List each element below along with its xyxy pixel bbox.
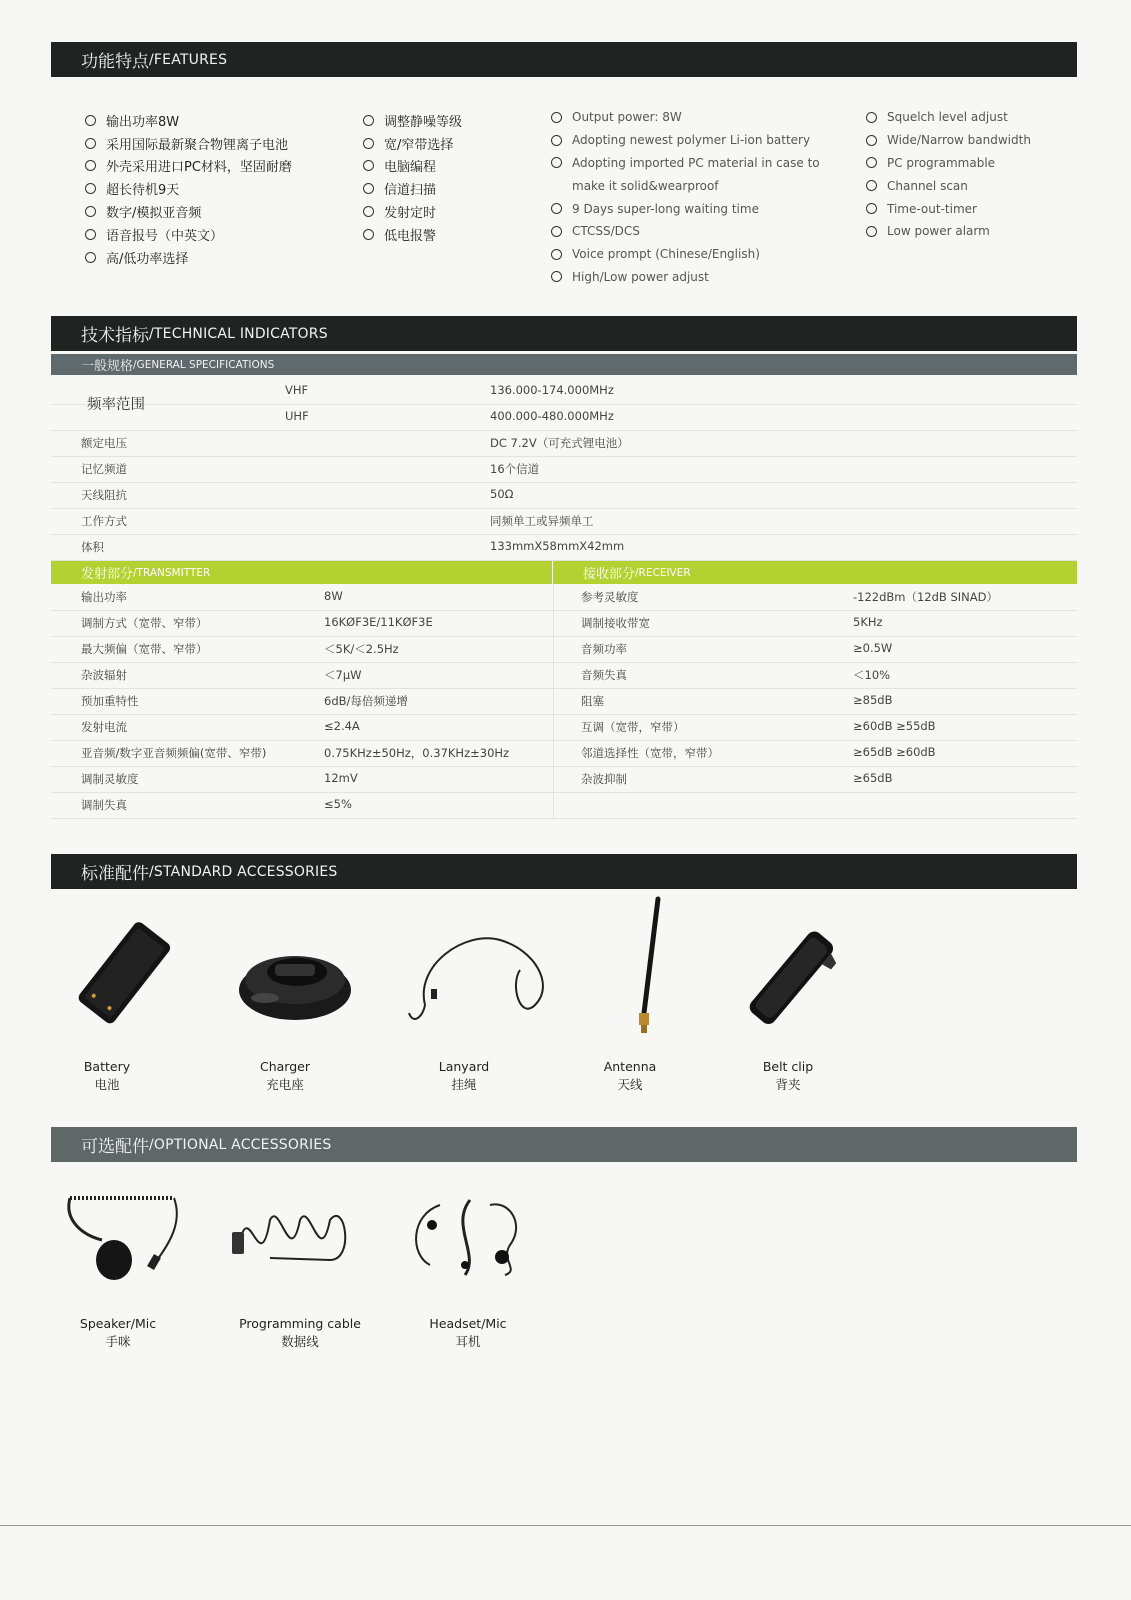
bullet-circle-icon bbox=[363, 115, 374, 126]
column-divider bbox=[553, 740, 554, 766]
bullet-circle-icon bbox=[85, 252, 96, 263]
accessory-name-cn: 充电座 bbox=[266, 1077, 304, 1092]
optional-accessories-header bbox=[51, 1127, 1077, 1162]
feature-item: Output power: 8W bbox=[551, 106, 820, 129]
transmitter-header bbox=[51, 561, 552, 584]
optional-accessory-label bbox=[230, 1315, 370, 1351]
uhf-value: 400.000-480.000MHz bbox=[490, 409, 614, 423]
bullet-circle-icon bbox=[866, 226, 877, 237]
headset-mic-image bbox=[410, 1195, 535, 1285]
vhf-label: VHF bbox=[285, 383, 309, 397]
receiver-spec-label: 互调（宽带，窄带） bbox=[581, 720, 685, 734]
receiver-spec-label: 音频功率 bbox=[581, 642, 627, 656]
column-divider bbox=[553, 792, 554, 818]
bullet-circle-icon bbox=[363, 160, 374, 171]
transmitter-spec-label: 最大频偏（宽带、窄带） bbox=[81, 642, 208, 656]
feature-item: 数字/模拟亚音频 bbox=[85, 200, 292, 223]
transmitter-spec-value: ≤5% bbox=[324, 797, 352, 811]
optional-accessory-label bbox=[398, 1315, 538, 1351]
general-spec-value: 133mmX58mmX42mm bbox=[490, 539, 625, 553]
receiver-spec-label: 阻塞 bbox=[581, 694, 604, 708]
general-spec-value: 50Ω bbox=[490, 487, 514, 501]
page-bottom-rule bbox=[0, 1525, 1131, 1526]
antenna-image bbox=[622, 895, 672, 1040]
bullet-circle-icon bbox=[85, 115, 96, 126]
feature-item: Adopting imported PC material in case to bbox=[551, 152, 820, 175]
optional-title-cn: 可选配件 bbox=[81, 1137, 149, 1157]
feature-item: 电脑编程 bbox=[363, 155, 462, 178]
bullet-circle-icon bbox=[363, 229, 374, 240]
transmitter-spec-label: 调制失真 bbox=[81, 798, 127, 812]
receiver-spec-value: 5KHz bbox=[853, 615, 883, 629]
accessory-name-cn: 数据线 bbox=[281, 1334, 319, 1349]
accessory-name-en: Speaker/Mic bbox=[79, 1316, 157, 1331]
belt-clip-image bbox=[735, 920, 850, 1035]
transmitter-spec-value: 0.75KHz±50Hz，0.37KHz±30Hz bbox=[324, 746, 510, 760]
speaker-mic-image bbox=[62, 1190, 187, 1290]
standard-title-cn: 标准配件 bbox=[81, 864, 149, 884]
feature-item: 发射定时 bbox=[363, 200, 462, 223]
tech-header bbox=[51, 316, 1077, 351]
general-spec-label: 天线阻抗 bbox=[81, 488, 127, 502]
bullet-circle-icon bbox=[866, 135, 877, 146]
receiver-spec-label: 杂波抑制 bbox=[581, 772, 627, 786]
general-spec-value: 16个信道 bbox=[490, 462, 540, 476]
bullet-circle-icon bbox=[551, 135, 562, 146]
receiver-spec-value: -122dBm（12dB SINAD） bbox=[853, 590, 998, 604]
feature-item-continuation: make it solid&wearproof bbox=[572, 178, 719, 193]
feature-item: Squelch level adjust bbox=[866, 106, 1031, 129]
feature-item: CTCSS/DCS bbox=[551, 220, 820, 243]
bullet-circle-icon bbox=[551, 157, 562, 168]
transmitter-spec-label: 调制灵敏度 bbox=[81, 772, 139, 786]
txrx-row bbox=[51, 662, 1077, 689]
column-divider bbox=[553, 636, 554, 662]
bullet-circle-icon bbox=[363, 206, 374, 217]
receiver-spec-value: ≥85dB bbox=[853, 693, 893, 707]
bullet-circle-icon bbox=[551, 203, 562, 214]
feature-item: 高/低功率选择 bbox=[85, 246, 292, 269]
receiver-spec-value: ≥0.5W bbox=[853, 641, 893, 655]
column-divider bbox=[553, 766, 554, 792]
accessory-name-en: Belt clip bbox=[762, 1059, 814, 1074]
transmitter-spec-label: 发射电流 bbox=[81, 720, 127, 734]
transmitter-spec-value: ＜5K/＜2.5Hz bbox=[324, 642, 399, 656]
column-divider bbox=[553, 610, 554, 636]
transmitter-spec-value: 16KØF3E/11KØF3E bbox=[324, 615, 433, 629]
transmitter-spec-label: 预加重特性 bbox=[81, 694, 139, 708]
transmitter-spec-label: 输出功率 bbox=[81, 590, 127, 604]
features-header bbox=[51, 42, 1077, 77]
accessory-name-cn: 电池 bbox=[94, 1077, 120, 1092]
transmitter-spec-label: 杂波辐射 bbox=[81, 668, 127, 682]
general-spec-row bbox=[51, 482, 1077, 509]
txrx-row bbox=[51, 766, 1077, 793]
receiver-title-en: /RECEIVER bbox=[635, 566, 691, 579]
receiver-header bbox=[553, 561, 1077, 584]
tech-title-en: /TECHNICAL INDICATORS bbox=[149, 325, 328, 342]
feature-item: 输出功率8W bbox=[85, 109, 292, 132]
accessory-name-en: Charger bbox=[260, 1059, 310, 1074]
column-divider bbox=[553, 714, 554, 740]
feature-item: 9 Days super-long waiting time bbox=[551, 197, 820, 220]
transmitter-spec-value: 12mV bbox=[324, 771, 358, 785]
feature-item: Channel scan bbox=[866, 174, 1031, 197]
feature-item: 宽/窄带选择 bbox=[363, 132, 462, 155]
accessory-name-cn: 背夹 bbox=[775, 1077, 801, 1092]
feature-item: Wide/Narrow bandwidth bbox=[866, 129, 1031, 152]
accessory-name-cn: 手咪 bbox=[105, 1334, 131, 1349]
standard-accessory-label bbox=[215, 1058, 355, 1094]
accessory-name-cn: 挂绳 bbox=[451, 1077, 477, 1092]
lanyard-image bbox=[405, 925, 550, 1025]
bullet-circle-icon bbox=[363, 183, 374, 194]
programming-cable-image bbox=[230, 1200, 355, 1280]
transmitter-title-en: /TRANSMITTER bbox=[133, 566, 211, 579]
bullet-circle-icon bbox=[551, 271, 562, 282]
accessory-name-en: Battery bbox=[83, 1059, 131, 1074]
bullet-circle-icon bbox=[551, 249, 562, 260]
general-spec-row bbox=[51, 456, 1077, 483]
bullet-circle-icon bbox=[866, 203, 877, 214]
feature-item: PC programmable bbox=[866, 152, 1031, 175]
standard-title-en: /STANDARD ACCESSORIES bbox=[149, 863, 338, 880]
txrx-row bbox=[51, 792, 1077, 819]
receiver-spec-value: ＜10% bbox=[853, 668, 891, 682]
general-spec-label: 记忆频道 bbox=[81, 462, 127, 476]
feature-item: Time-out-timer bbox=[866, 197, 1031, 220]
standard-accessory-label bbox=[560, 1058, 700, 1094]
accessory-name-en: Antenna bbox=[603, 1059, 657, 1074]
freq-range-label: 频率范围 bbox=[87, 397, 145, 413]
column-divider bbox=[553, 584, 554, 610]
column-divider bbox=[553, 662, 554, 688]
feature-item: 采用国际最新聚合物锂离子电池 bbox=[85, 132, 292, 155]
features-cn-column-2 bbox=[363, 109, 462, 246]
features-cn-column-1 bbox=[85, 109, 292, 269]
transmitter-spec-value: ＜7μW bbox=[324, 668, 362, 682]
general-spec-header bbox=[51, 354, 1077, 375]
feature-item: High/Low power adjust bbox=[551, 266, 820, 289]
feature-item: 低电报警 bbox=[363, 223, 462, 246]
feature-item: Adopting newest polymer Li-ion battery bbox=[551, 129, 820, 152]
vhf-value: 136.000-174.000MHz bbox=[490, 383, 614, 397]
bullet-circle-icon bbox=[551, 226, 562, 237]
standard-accessory-label bbox=[394, 1058, 534, 1094]
accessory-name-en: Headset/Mic bbox=[429, 1316, 507, 1331]
bullet-circle-icon bbox=[551, 112, 562, 123]
feature-item: 信道扫描 bbox=[363, 177, 462, 200]
general-spec-value: DC 7.2V（可充式锂电池） bbox=[490, 436, 629, 450]
bullet-circle-icon bbox=[85, 183, 96, 194]
transmitter-spec-label: 调制方式（宽带、窄带） bbox=[81, 616, 208, 630]
feature-item: 外壳采用进口PC材料，坚固耐磨 bbox=[85, 155, 292, 178]
optional-title-en: /OPTIONAL ACCESSORIES bbox=[149, 1136, 332, 1153]
bullet-circle-icon bbox=[85, 160, 96, 171]
feature-item: Low power alarm bbox=[866, 220, 1031, 243]
optional-accessory-label bbox=[48, 1315, 188, 1351]
txrx-row bbox=[51, 688, 1077, 715]
features-title-cn: 功能特点 bbox=[81, 52, 149, 72]
general-spec-label: 工作方式 bbox=[81, 514, 127, 528]
feature-item: 语音报号（中英文） bbox=[85, 223, 292, 246]
receiver-spec-value: ≥65dB bbox=[853, 771, 893, 785]
bullet-circle-icon bbox=[85, 206, 96, 217]
bullet-circle-icon bbox=[866, 157, 877, 168]
feature-item: Voice prompt (Chinese/English) bbox=[551, 243, 820, 266]
feature-item: 调整静噪等级 bbox=[363, 109, 462, 132]
uhf-label: UHF bbox=[285, 409, 309, 423]
receiver-spec-label: 调制接收带宽 bbox=[581, 616, 650, 630]
accessory-name-cn: 天线 bbox=[617, 1077, 643, 1092]
receiver-spec-value: ≥65dB ≥60dB bbox=[853, 745, 936, 759]
general-spec-value: 同频单工或异频单工 bbox=[490, 514, 594, 528]
charger-image bbox=[235, 930, 355, 1025]
general-spec-label: 额定电压 bbox=[81, 436, 127, 450]
features-title-en: /FEATURES bbox=[149, 51, 228, 68]
bullet-circle-icon bbox=[866, 180, 877, 191]
accessory-name-en: Programming cable bbox=[239, 1316, 361, 1331]
features-en-column-1 bbox=[551, 106, 820, 288]
general-spec-label: 体积 bbox=[81, 540, 104, 554]
transmitter-spec-value: ≤2.4A bbox=[324, 719, 360, 733]
general-spec-title-cn: 一般规格 bbox=[81, 359, 134, 374]
receiver-spec-label: 参考灵敏度 bbox=[581, 590, 639, 604]
standard-accessories-header bbox=[51, 854, 1077, 889]
transmitter-title-cn: 发射部分 bbox=[81, 567, 134, 582]
bullet-circle-icon bbox=[866, 112, 877, 123]
receiver-spec-value: ≥60dB ≥55dB bbox=[853, 719, 936, 733]
bullet-circle-icon bbox=[363, 138, 374, 149]
feature-item: 超长待机9天 bbox=[85, 177, 292, 200]
tech-title-cn: 技术指标 bbox=[81, 326, 149, 346]
standard-accessory-label bbox=[37, 1058, 177, 1094]
bullet-circle-icon bbox=[85, 138, 96, 149]
accessory-name-cn: 耳机 bbox=[455, 1334, 481, 1349]
transmitter-spec-label: 亚音频/数字亚音频频偏(宽带、窄带) bbox=[81, 746, 267, 760]
features-en-column-2 bbox=[866, 106, 1031, 243]
receiver-title-cn: 接收部分 bbox=[583, 567, 636, 582]
receiver-spec-label: 邻道选择性（宽带，窄带） bbox=[581, 746, 719, 760]
receiver-spec-label: 音频失真 bbox=[581, 668, 627, 682]
transmitter-spec-value: 8W bbox=[324, 589, 343, 603]
general-spec-title-en: /GENERAL SPECIFICATIONS bbox=[133, 358, 275, 371]
transmitter-spec-value: 6dB/每倍频递增 bbox=[324, 694, 408, 708]
column-divider bbox=[553, 688, 554, 714]
bullet-circle-icon bbox=[85, 229, 96, 240]
battery-image bbox=[70, 915, 180, 1030]
accessory-name-en: Lanyard bbox=[438, 1059, 490, 1074]
standard-accessory-label bbox=[718, 1058, 858, 1094]
